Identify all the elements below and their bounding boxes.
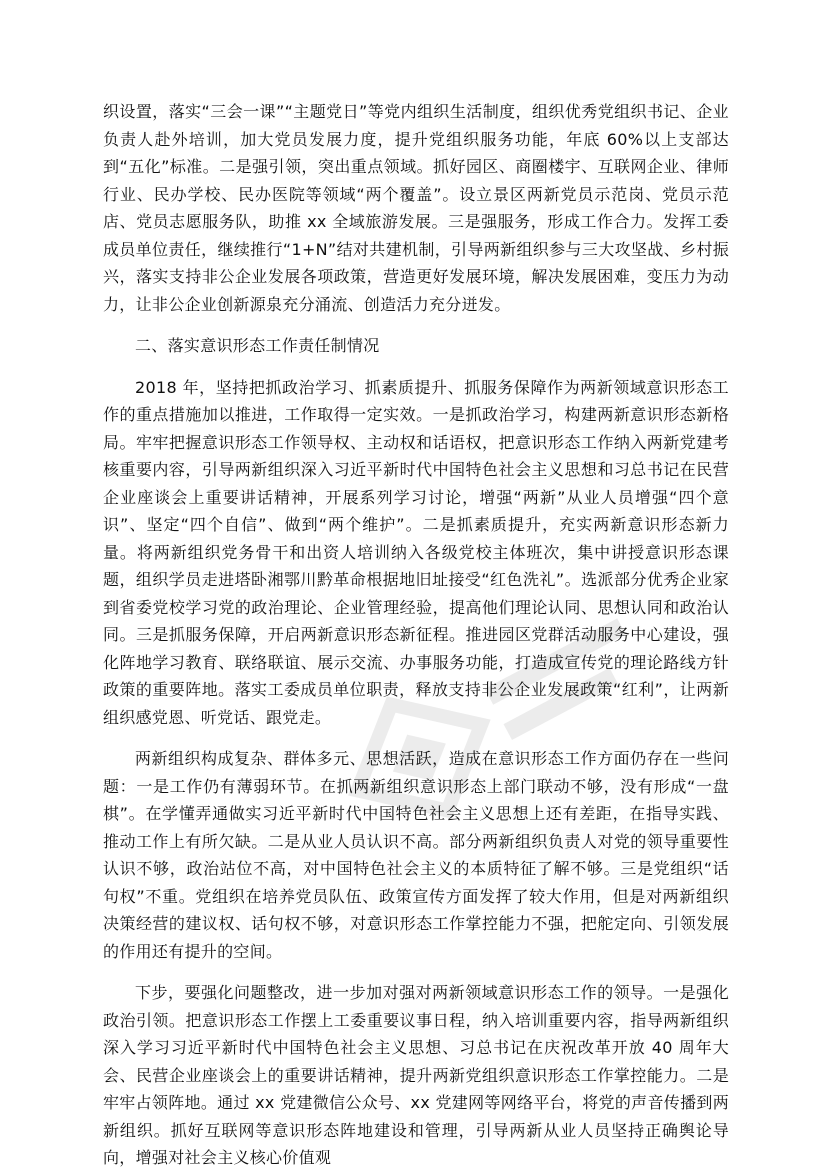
paragraph-next-steps: 下步，要强化问题整改，进一步加对强对两新领域意识形态工作的领导。一是强化政治引领。把意识形态工作摆上工委重要议事日程，纳入培训重要内容，指导两新组织深入学习习近平新时代中国特色社会主义思想、习总书记在庆祝改革开放 40 周年大会、民营企业座谈会上的重要讲话精神，提升两新党组织意识形态工作掌控能力。二是牢牢占领阵地。通过 xx 党建微信公众号、xx 党建网等网络平台，将党的声音传播到两新组织。抓好互联网等意识形态阵地建设和管理，引导两新从业人员坚持正确舆论导向，增强对社会主义核心价值观 [103, 983, 729, 1167]
paragraph-2018-summary: 2018 年，坚持把抓政治学习、抓素质提升、抓服务保障作为两新领域意识形态工作的重点措施加以推进，工作取得一定实效。一是抓政治学习，构建两新意识形态新格局。牢牢把握意识形态工作领导权、主动权和话语权，把意识形态工作纳入两新党建考核重要内容，引导两新组织深入习近平新时代中国特色社会主义思想和习总书记在民营企业座谈会上重要讲话精神，开展系列学习讨论，增强“两新”从业人员增强“四个意识”、坚定“四个自信”、做到“两个维护”。二是抓素质提升，充实两新意识形态新力量。将两新组织党务骨干和出资人培训纳入各级党校主体班次，集中讲授意识形态课题，组织学员走进塔卧湘鄂川黔革命根据地旧址接受“红色洗礼”。选派部分优秀企业家到省委党校学习党的政治理论、企业管理经验，提高他们理论认同、思想认同和政治认同。三是抓服务保障，开启两新意识形态新征程。推进园区党群活动服务中心建设，强化阵地学习教育、联络联谊、展示交流、办事服务功能，打造成宣传党的理论路线方针政策的重要阵地。落实工委成员单位职责，释放支持非公企业发展政策“红利”，让两新组织感党恩、听党话、跟党走。 [103, 377, 729, 727]
paragraph-problems: 两新组织构成复杂、群体多元、思想活跃，造成在意识形态工作方面仍存在一些问题：一是工作仍有薄弱环节。在抓两新组织意识形态上部门联动不够，没有形成“一盘棋”。在学懂弄通做实习近平新时代中国特色社会主义思想上还有差距，在指导实践、推动工作上有所欠缺。二是从业人员认识不高。部分两新组织负责人对党的领导重要性认识不够，政治站位不高，对中国特色社会主义的本质特征了解不够。三是党组织“话句权”不重。党组织在培养党员队伍、政策宣传方面发挥了较大作用，但是对两新组织决策经营的建议权、话句权不够，对意识形态工作掌控能力不强，把舵定向、引领发展的作用还有提升的空间。 [103, 749, 729, 961]
paragraph-gap [103, 965, 729, 979]
paragraph-gap [103, 731, 729, 745]
document-body [103, 98, 729, 1172]
paragraph-gap [103, 360, 729, 374]
paragraph-gap [103, 318, 729, 332]
section-heading: 二、落实意识形态工作责任制情况 [135, 336, 380, 355]
paragraph-continued: 织设置，落实“三会一课”“主题党日”等党内组织生活制度，组织优秀党组织书记、企业负责人赴外培训，加大党员发展力度，提升党组织服务功能，年底 60%以上支部达到“五化”标准。二是强引领，突出重点领域。抓好园区、商圈楼宇、互联网企业、律师行业、民办学校、民办医院等领域“两个覆盖”。设立景区两新党员示范岗、党员示范店、党员志愿服务队，助推 xx 全域旅游发展。三是强服务，形成工作合力。发挥工委成员单位责任，继续推行“1+N”结对共建机制，引导两新组织参与三大攻坚战、乡村振兴，落实支持非公企业发展各项政策，营造更好发展环境，解决发展困难，变压力为动力，让非公企业创新源泉充分涌流、创造活力充分迸发。 [103, 102, 729, 314]
